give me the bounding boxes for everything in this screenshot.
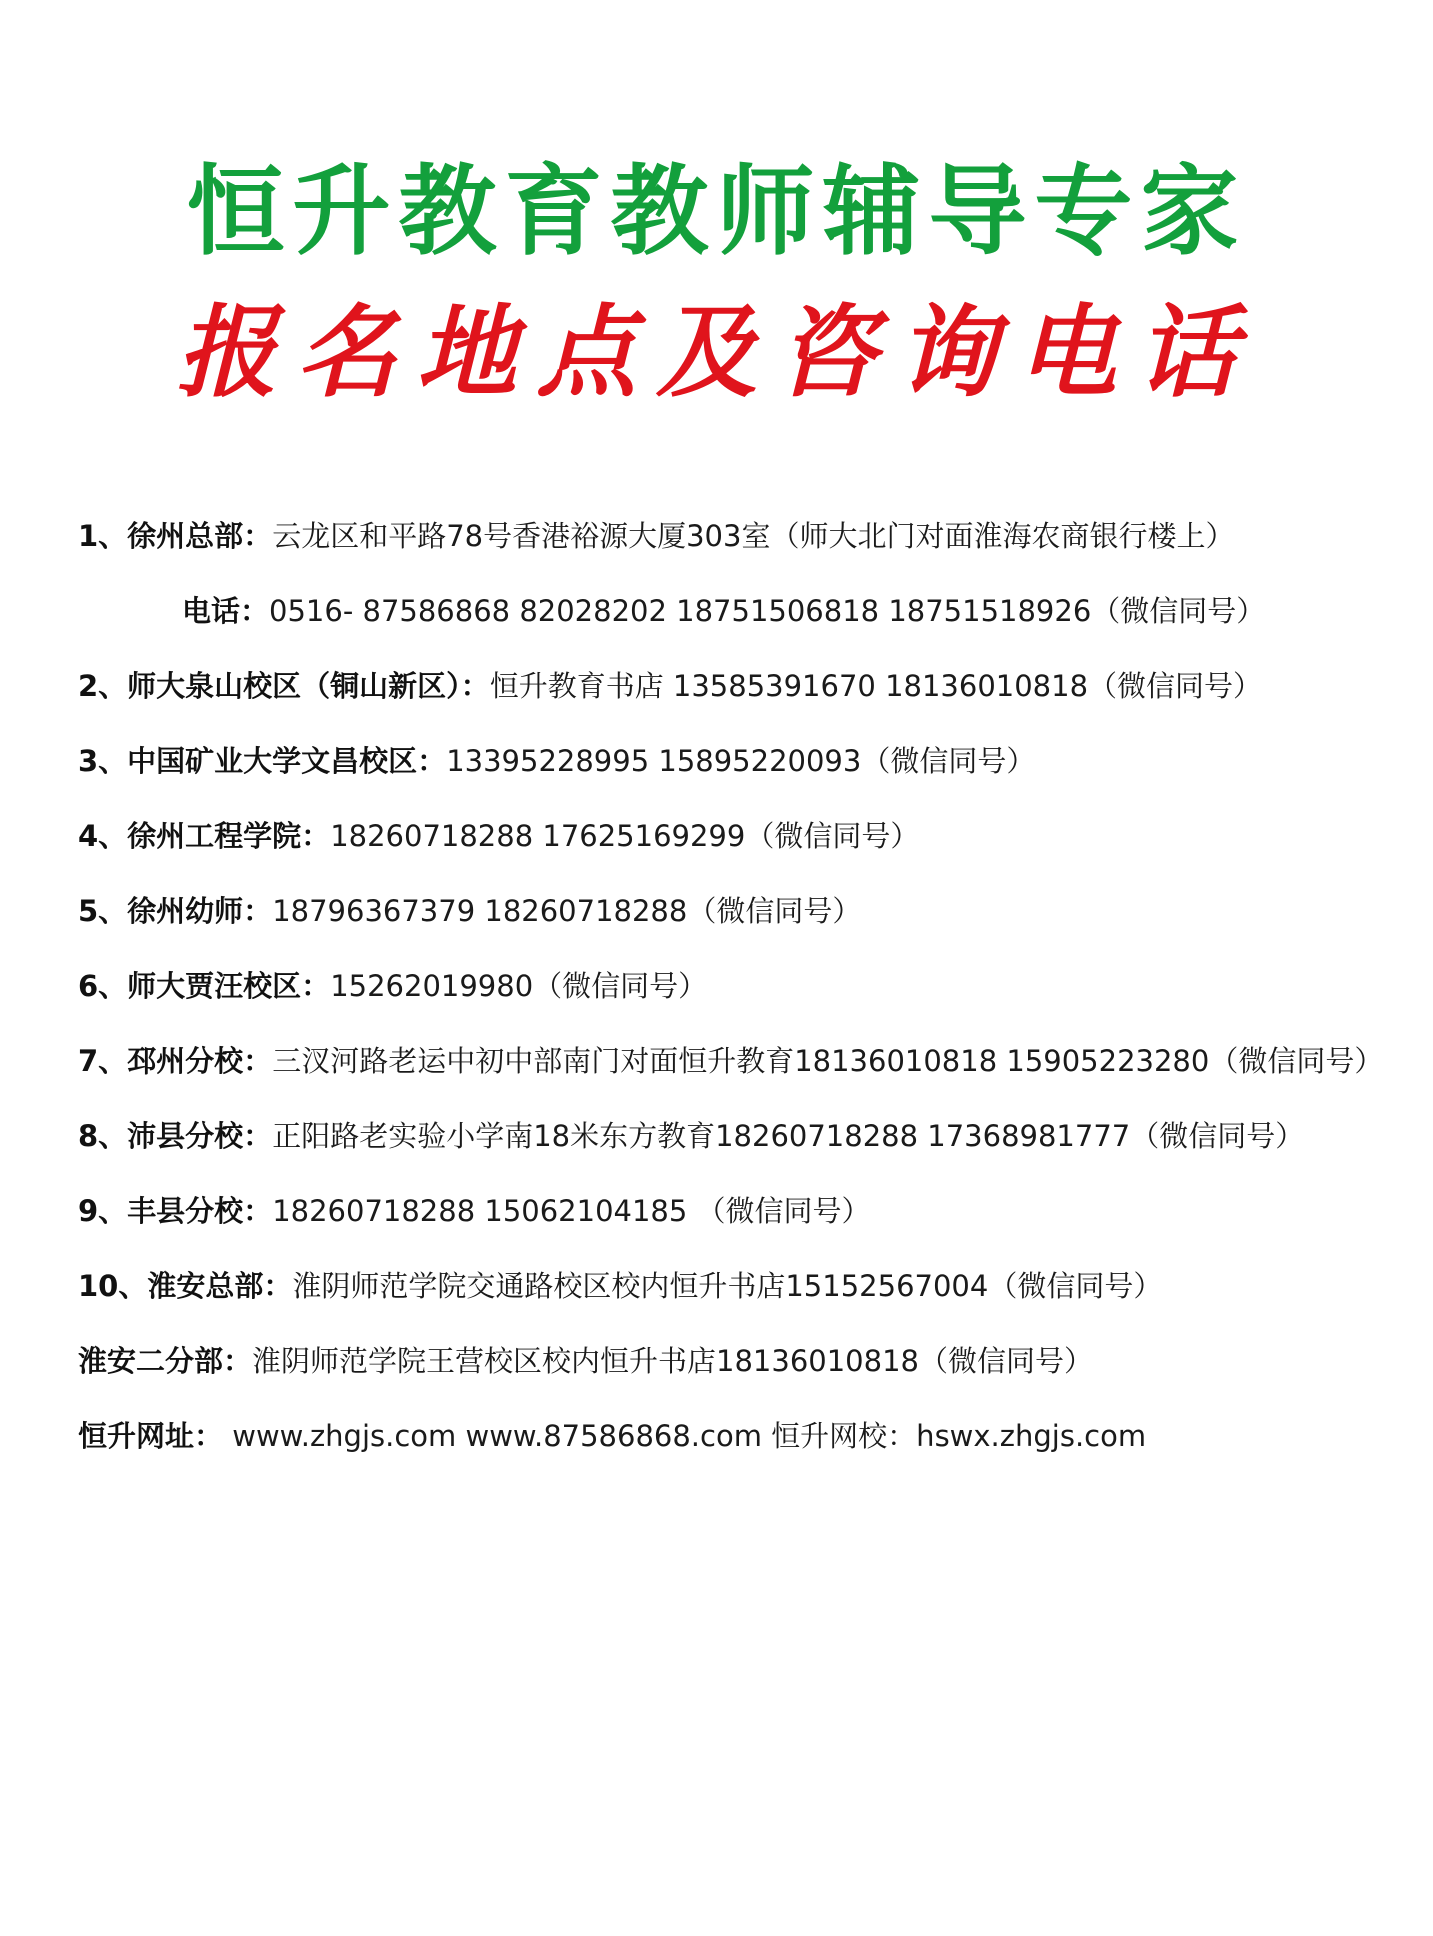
list-item-peixian-branch [78, 1108, 1418, 1183]
item-value: 三汊河路老运中初中部南门对面恒升教育18136010818 15905223280（微信同号） [272, 1044, 1384, 1078]
item-value: 18260718288 15062104185 （微信同号） [272, 1194, 871, 1228]
list-item-preschool [78, 883, 1418, 958]
item-label: 2、师大泉山校区（铜山新区）： [78, 669, 490, 703]
item-value: 15262019980（微信同号） [330, 969, 708, 1003]
item-label: 5、徐州幼师： [78, 894, 273, 928]
list-item-jiawang-campus [78, 958, 1418, 1033]
contact-list [78, 508, 1418, 1483]
item-label: 8、沛县分校： [78, 1119, 273, 1153]
list-item-xzit [78, 808, 1418, 883]
item-label: 淮安二分部： [78, 1344, 253, 1378]
list-item-fengxian-branch [78, 1183, 1418, 1258]
list-item-websites [78, 1408, 1418, 1483]
item-value: 18260718288 17625169299（微信同号） [330, 819, 920, 853]
item-value: 18796367379 18260718288（微信同号） [272, 894, 862, 928]
poster-title: 恒升教育教师辅导专家 [186, 155, 1247, 269]
item-label: 3、中国矿业大学文昌校区： [78, 744, 447, 778]
list-item-pizhou-branch [78, 1033, 1418, 1108]
item-value: 云龙区和平路78号香港裕源大厦303室（师大北门对面淮海农商银行楼上） [272, 519, 1235, 553]
list-item-quanshan-campus [78, 658, 1418, 733]
list-item-huaian-branch-2 [78, 1333, 1418, 1408]
item-label: 恒升网址： [78, 1419, 224, 1453]
item-value: 0516- 87586868 82028202 18751506818 18751518926（微信同号） [269, 594, 1266, 628]
item-label: 1、徐州总部： [78, 519, 273, 553]
item-label: 7、邳州分校： [78, 1044, 273, 1078]
item-value: 正阳路老实验小学南18米东方教育18260718288 17368981777（微信同号） [272, 1119, 1305, 1153]
list-item-xuzhou-hq [78, 508, 1418, 583]
item-label: 4、徐州工程学院： [78, 819, 331, 853]
list-item-cumt-campus [78, 733, 1418, 808]
item-value: 恒升教育书店 13585391670 18136010818（微信同号） [489, 669, 1263, 703]
item-value: 13395228995 15895220093（微信同号） [446, 744, 1036, 778]
item-label: 10、淮安总部： [78, 1269, 293, 1303]
item-value: www.zhgjs.com www.87586868.com 恒升网校：hswx.zhgjs.com [223, 1419, 1147, 1453]
item-label: 9、丰县分校： [78, 1194, 273, 1228]
item-value: 淮阴师范学院王营校区校内恒升书店18136010818（微信同号） [252, 1344, 1093, 1378]
item-value: 淮阴师范学院交通路校区校内恒升书店15152567004（微信同号） [292, 1269, 1163, 1303]
list-item-huaian-hq [78, 1258, 1418, 1333]
poster-subtitle: 报名地点及咨询电话 [176, 293, 1257, 411]
list-item-xuzhou-phone [78, 583, 1418, 658]
item-label: 6、师大贾汪校区： [78, 969, 331, 1003]
item-label: 电话： [182, 594, 270, 628]
